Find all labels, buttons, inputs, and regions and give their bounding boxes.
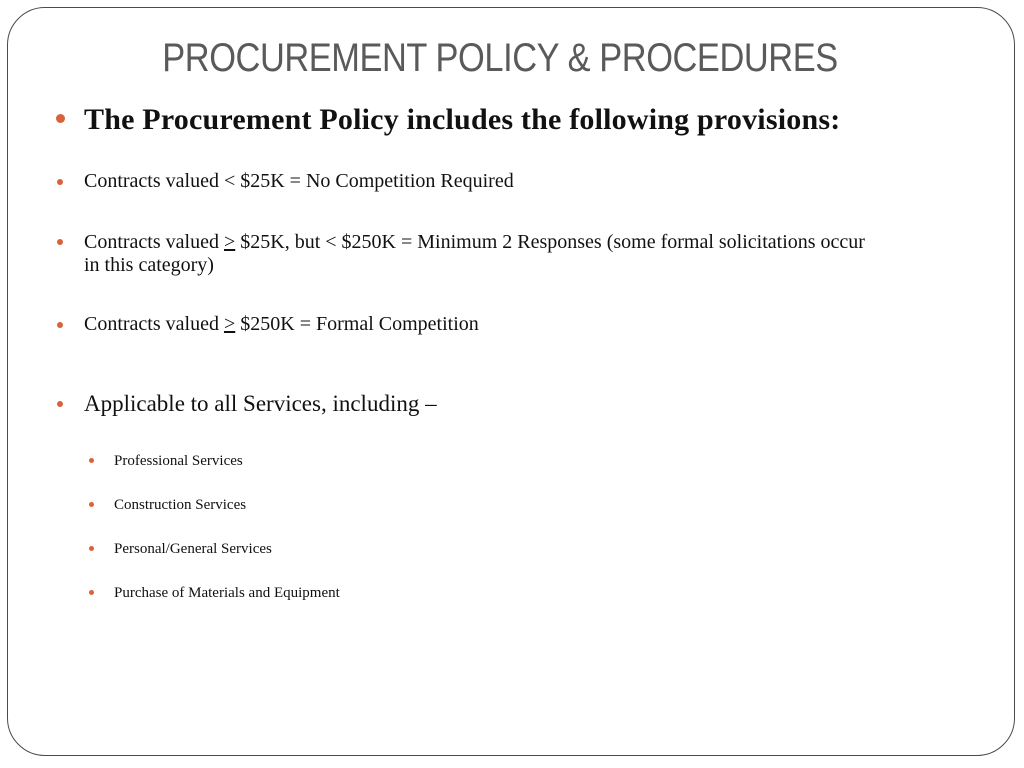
provision-25k-to-250k-line2: in this category) (84, 254, 214, 276)
provision-25k-to-250k (84, 231, 984, 277)
provision-under-25k-text: Contracts valued < $25K = No Competition Required (84, 170, 514, 192)
provision-25k-to-250k-line1 (84, 231, 984, 254)
slide-title: PROCUREMENT POLICY & PROCEDURES (162, 36, 838, 80)
sub-item-materials-equipment: Purchase of Materials and Equipment (114, 585, 340, 601)
bullet-icon (57, 322, 63, 328)
provision-text-after: $250K = Formal Competition (235, 313, 479, 335)
bullet-icon (57, 401, 63, 407)
provision-over-250k (84, 313, 479, 336)
greater-or-equal-symbol: > (223, 313, 236, 335)
sub-bullet-icon (89, 590, 94, 595)
provision-text-before: Contracts valued (84, 231, 224, 253)
bullet-icon (57, 239, 63, 245)
sub-item-professional-services: Professional Services (114, 453, 243, 469)
greater-or-equal-symbol: > (223, 231, 236, 253)
bullet-icon (56, 114, 65, 123)
sub-item-personal-general-services: Personal/General Services (114, 541, 272, 557)
sub-bullet-icon (89, 458, 94, 463)
provision-text-before: Contracts valued (84, 313, 224, 335)
provision-text-after: $25K, but < $250K = Minimum 2 Responses (some formal solicitations occur (235, 231, 865, 253)
sub-bullet-icon (89, 546, 94, 551)
sub-item-construction-services: Construction Services (114, 497, 247, 513)
provision-under-25k (84, 170, 514, 193)
section-heading: The Procurement Policy includes the following provisions: (84, 103, 841, 136)
bullet-icon (57, 179, 63, 185)
applicable-services: Applicable to all Services, including – (84, 391, 437, 416)
sub-bullet-icon (89, 502, 94, 507)
